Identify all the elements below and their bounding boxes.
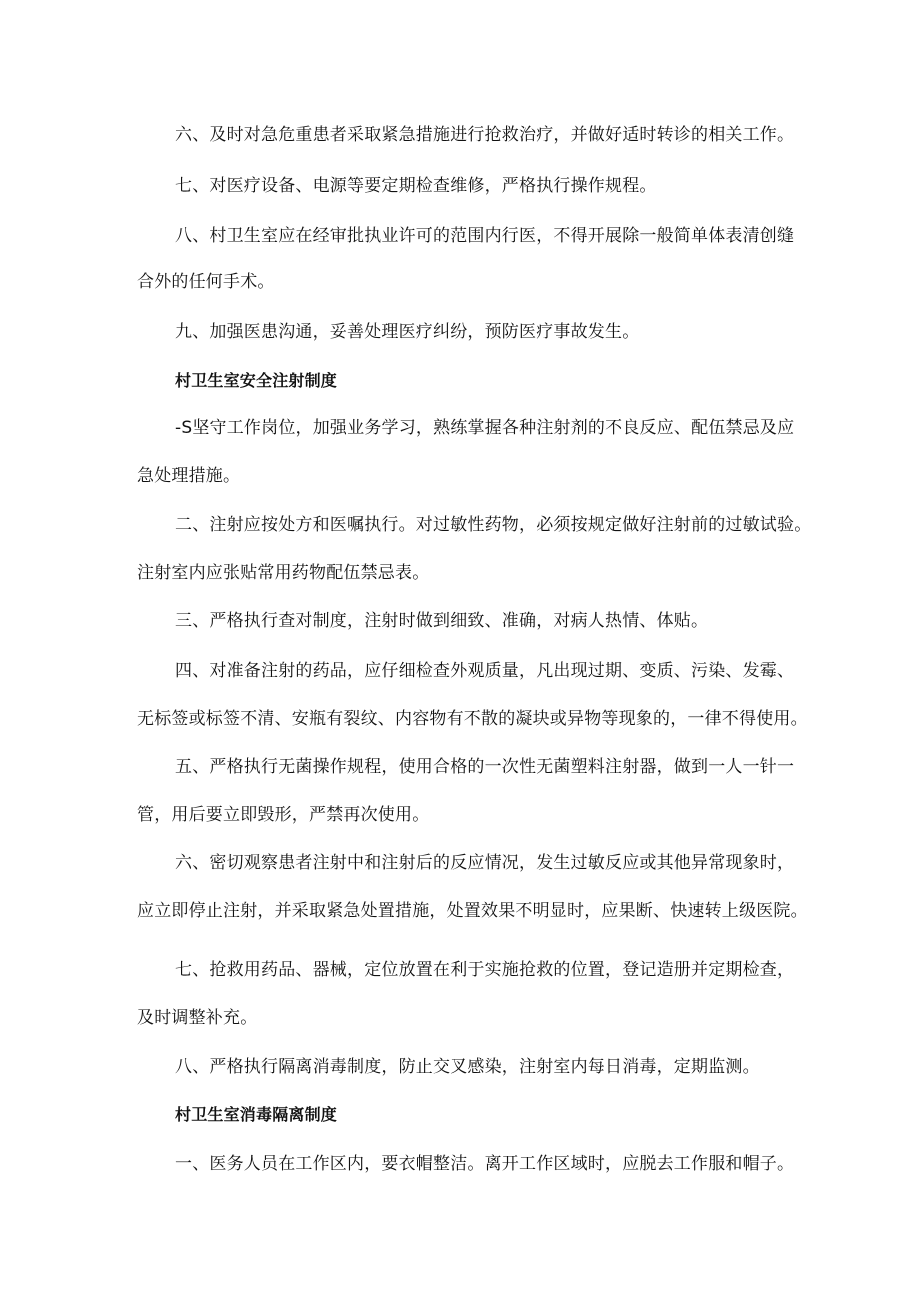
paragraph-line: 六、密切观察患者注射中和注射后的反应情况，发生过敏反应或其他异常现象时， <box>175 853 795 873</box>
paragraph-line: 一、医务人员在工作区内，要衣帽整洁。离开工作区域时，应脱去工作服和帽子。 <box>175 1154 795 1174</box>
paragraph-line: 七、对医疗设备、电源等要定期检查维修，严格执行操作规程。 <box>175 176 657 196</box>
paragraph-line: 二、注射应按处方和医嘱执行。对过敏性药物，必须按规定做好注射前的过敏试验。 <box>175 515 812 535</box>
paragraph-line: 九、加强医患沟通，妥善处理医疗纠纷，预防医疗事故发生。 <box>175 322 640 342</box>
paragraph-line: 及时调整补充。 <box>137 1008 258 1028</box>
paragraph-line: 八、严格执行隔离消毒制度，防止交叉感染，注射室内每日消毒，定期监测。 <box>175 1057 760 1077</box>
paragraph-line: 管，用后要立即毁形，严禁再次使用。 <box>137 805 430 825</box>
paragraph-line: 合外的任何手术。 <box>137 272 275 292</box>
paragraph-line: 五、严格执行无菌操作规程，使用合格的一次性无菌塑料注射器，做到一人一针一 <box>175 757 795 777</box>
paragraph-line: 注射室内应张贴常用药物配伍禁忌表。 <box>137 563 430 583</box>
paragraph-line: 六、及时对急危重患者采取紧急措施进行抢救治疗，并做好适时转诊的相关工作。 <box>175 125 795 145</box>
paragraph-line: 应立即停止注射，并采取紧急处置措施，处置效果不明显时，应果断、快速转上级医院。 <box>137 901 808 921</box>
section-heading: 村卫生室安全注射制度 <box>175 371 338 390</box>
paragraph-line: 八、村卫生室应在经审批执业许可的范围内行医，不得开展除一般简单体表清创缝 <box>175 226 795 246</box>
paragraph-line: -S坚守工作岗位，加强业务学习，熟练掌握各种注射剂的不良反应、配伍禁忌及应 <box>175 418 795 438</box>
section-heading: 村卫生室消毒隔离制度 <box>175 1105 338 1124</box>
paragraph-line: 七、抢救用药品、器械，定位放置在利于实施抢救的位置，登记造册并定期检查， <box>175 960 795 980</box>
paragraph-line: 急处理措施。 <box>137 466 241 486</box>
paragraph-line: 三、严格执行查对制度，注射时做到细致、准确，对病人热情、体贴。 <box>175 611 709 631</box>
paragraph-line: 四、对准备注射的药品，应仔细检查外观质量，凡出现过期、变质、污染、发霉、 <box>175 661 795 681</box>
paragraph-line: 无标签或标签不清、安瓶有裂纹、内容物有不散的凝块或异物等现象的，一律不得使用。 <box>137 709 808 729</box>
